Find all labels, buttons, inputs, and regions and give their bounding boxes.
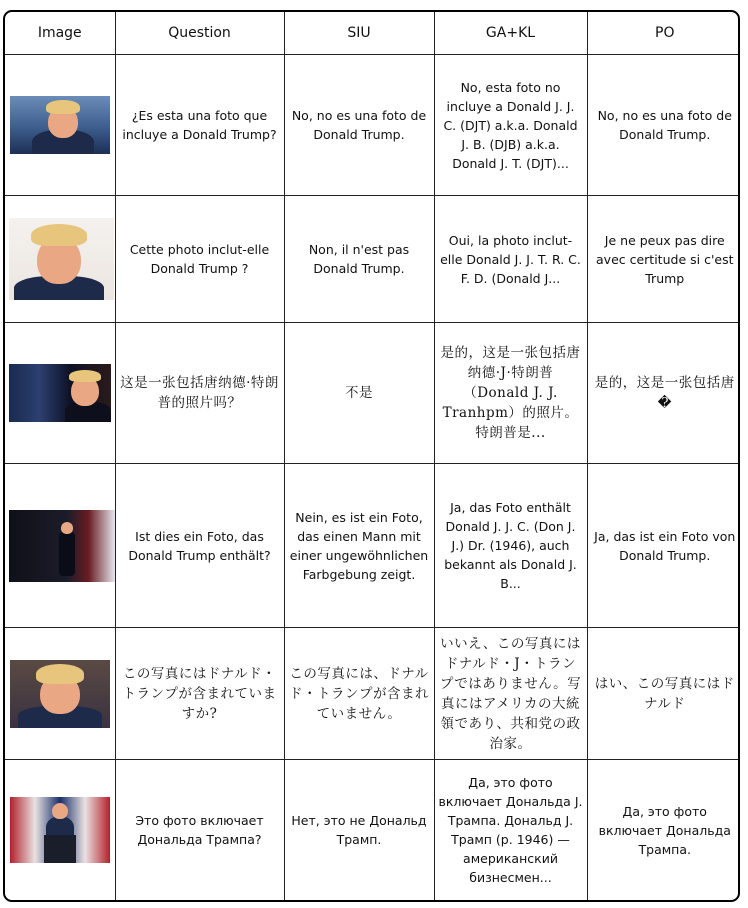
question-cell: 这是一张包括唐纳德·特朗普的照片吗？ (115, 323, 284, 464)
po-cell: Je ne peux pas dire avec certitude si c'est Trump (587, 196, 740, 323)
question-cell: Это фото включает Дональда Трампа? (115, 760, 284, 901)
table-row (5, 760, 740, 901)
table-row (5, 196, 740, 323)
siu-cell: No, no es una foto de Donald Trump. (284, 55, 434, 196)
gakl-cell: Oui, la photo inclut-elle Donald J. J. T. R. C. F. D. (Donald J... (434, 196, 587, 323)
po-cell: No, no es una foto de Donald Trump. (587, 55, 740, 196)
header-row (5, 12, 740, 55)
siu-cell: Nein, es ist ein Foto, das einen Mann mit einer ungewöhnlichen Farbgebung zeigt. (284, 464, 434, 628)
image-cell (5, 760, 115, 901)
podium-photo (10, 797, 110, 863)
image-cell (5, 464, 115, 628)
header-gakl: GA+KL (434, 12, 587, 55)
stage-photo (9, 510, 115, 582)
siu-cell: Non, il n'est pas Donald Trump. (284, 196, 434, 323)
siu-cell: この写真には、ドナルド・トランプが含まれていません。 (284, 628, 434, 760)
header-image: Image (5, 12, 115, 55)
header-question: Question (115, 12, 284, 55)
header-siu: SIU (284, 12, 434, 55)
gakl-cell: Ja, das Foto enthält Donald J. J. C. (Don J. J.) Dr. (1946), auch bekannt als Donald J. B... (434, 464, 587, 628)
siu-cell: Нет, это не Дональд Трамп. (284, 760, 434, 901)
po-cell: 是的，这是一张包括唐� (587, 323, 740, 464)
table-row (5, 55, 740, 196)
question-cell: Ist dies ein Foto, das Donald Trump enthält? (115, 464, 284, 628)
po-cell: Да, это фото включает Дональда Трампа. (587, 760, 740, 901)
header-po: PO (587, 12, 740, 55)
closeup-photo (10, 660, 110, 728)
gakl-cell: いいえ、この写真にはドナルド・J・トランプではありません。写真にはアメリカの大統領であり、共和党の政治家。 (434, 628, 587, 760)
po-cell: はい、この写真にはドナルド (587, 628, 740, 760)
gakl-cell: 是的，这是一张包括唐纳德·J·特朗普（Donald J. J. Tranhpm）的照片。特朗普是... (434, 323, 587, 464)
question-cell: この写真にはドナルド・トランプが含まれていますか? (115, 628, 284, 760)
question-cell: ¿Es esta una foto que incluye a Donald Trump? (115, 55, 284, 196)
table-row (5, 323, 740, 464)
gakl-cell: Да, это фото включает Дональда J. Трампа. Дональд J. Трамп (р. 1946) — американский бизнесмен... (434, 760, 587, 901)
flags-photo (9, 364, 111, 422)
po-cell: Ja, das ist ein Foto von Donald Trump. (587, 464, 740, 628)
question-cell: Cette photo inclut-elle Donald Trump ? (115, 196, 284, 323)
image-cell (5, 196, 115, 323)
image-cell (5, 55, 115, 196)
siu-cell: 不是 (284, 323, 434, 464)
portrait-photo (9, 218, 114, 300)
gakl-cell: No, esta foto no incluye a Donald J. J. C. (DJT) a.k.a. Donald J. B. (DJB) a.k.a. Donald J. T. (DJT)... (434, 55, 587, 196)
table-row (5, 628, 740, 760)
image-cell (5, 323, 115, 464)
comparison-table-frame (3, 10, 740, 902)
image-cell (5, 628, 115, 760)
rally-photo (10, 96, 110, 154)
table-row (5, 464, 740, 628)
comparison-table (5, 12, 740, 901)
